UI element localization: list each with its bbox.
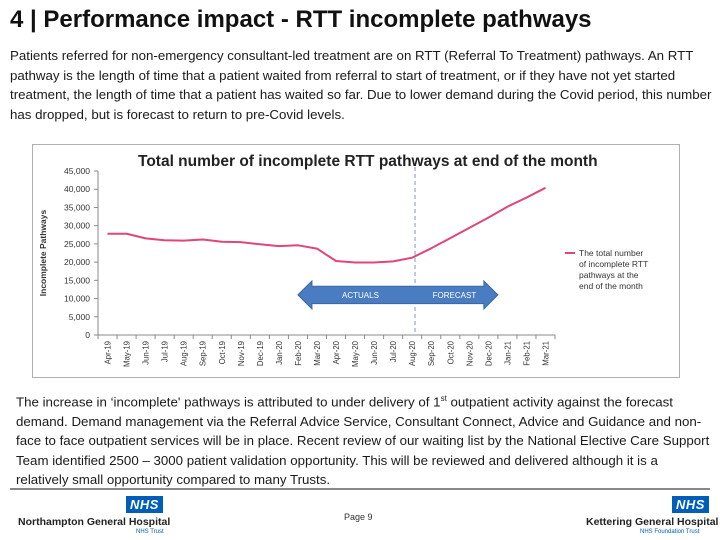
y-tick-label: 0 bbox=[85, 330, 90, 340]
y-tick-label: 25,000 bbox=[64, 238, 90, 249]
page-number: Page 9 bbox=[344, 512, 373, 522]
y-tick-label: 35,000 bbox=[64, 202, 90, 213]
y-tick-label: 15,000 bbox=[64, 275, 90, 286]
summary-text-1: The increase in ‘incomplete' pathways is attributed to under delivery of 1 bbox=[16, 394, 441, 410]
x-tick-label: Oct-20 bbox=[446, 341, 456, 365]
x-tick-label: Mar-21 bbox=[541, 341, 551, 366]
x-tick-label: Jan-20 bbox=[274, 341, 284, 365]
summary-paragraph bbox=[16, 389, 710, 490]
arrow-label-forecast: FORECAST bbox=[432, 290, 477, 300]
nhs-logo-left: NHS bbox=[126, 496, 163, 513]
intro-paragraph: Patients referred for non-emergency consultant-led treatment are on RTT (Referral To Treatment) pathways. An RTT pathway is the length of time that a patient waited from referral to start of treatment, or if they have not yet started treatment, the length of time that a patient has waited so far. Due to lower demand during the Covid period, this number has dropped, but is forecast to return to pre-Covid levels. bbox=[10, 48, 712, 122]
y-tick-label: 40,000 bbox=[64, 184, 90, 195]
x-tick-label: Sep-19 bbox=[198, 341, 208, 367]
x-tick-label: Dec-20 bbox=[484, 341, 494, 367]
y-tick-label: 20,000 bbox=[64, 257, 90, 268]
legend-label-line: end of the month bbox=[579, 281, 643, 291]
kgh-org-sub: NHS Foundation Trust bbox=[640, 529, 700, 535]
y-tick-label: 10,000 bbox=[64, 293, 90, 304]
x-tick-label: Jan-21 bbox=[503, 341, 513, 365]
kgh-org-name: Kettering General Hospital bbox=[586, 516, 719, 528]
summary-superscript: st bbox=[440, 394, 447, 403]
kgh-logo bbox=[560, 494, 719, 536]
x-tick-label: Feb-21 bbox=[522, 341, 532, 366]
x-tick-label: Apr-19 bbox=[103, 341, 113, 365]
arrow-label-actuals: ACTUALS bbox=[342, 290, 379, 300]
y-tick-label: 30,000 bbox=[64, 220, 90, 231]
legend-label-line: of incomplete RTT bbox=[579, 259, 649, 269]
series-line bbox=[108, 188, 546, 263]
ngh-logo bbox=[18, 494, 171, 536]
y-tick-label: 5,000 bbox=[68, 311, 90, 322]
legend-label-line: pathways at the bbox=[579, 270, 639, 280]
x-tick-label: Mar-20 bbox=[312, 341, 322, 366]
x-tick-label: Aug-20 bbox=[408, 341, 418, 367]
x-tick-label: Jul-20 bbox=[389, 341, 399, 363]
x-tick-label: Oct-19 bbox=[217, 341, 227, 365]
x-tick-label: Feb-20 bbox=[293, 341, 303, 366]
x-tick-label: Nov-19 bbox=[236, 341, 246, 367]
x-tick-label: Nov-20 bbox=[465, 341, 475, 367]
y-tick-label: 45,000 bbox=[64, 166, 90, 176]
x-tick-label: May-19 bbox=[122, 341, 132, 367]
y-axis-label: Incomplete Pathways bbox=[38, 209, 48, 297]
rtt-chart bbox=[32, 144, 680, 378]
x-tick-label: Jun-19 bbox=[141, 341, 151, 365]
footer-divider bbox=[10, 488, 710, 490]
chart-canvas bbox=[33, 145, 679, 377]
x-tick-label: Aug-19 bbox=[179, 341, 189, 367]
summary-text-2: outpatient activity against the forecast demand. Demand management via the Referral Advice Service, Consultant Connect, Advice and Guidance and non-face to face outpatient services will be in place. Recent review of our waiting list by the National Elective Care Support Team identified 2500 – 3000 patient validation opportunity. This will be reviewed and delivered although it is a relatively small opportunity compared to many Trusts. bbox=[16, 394, 710, 488]
nhs-logo-right: NHS bbox=[672, 496, 709, 513]
page-title: 4 | Performance impact - RTT incomplete pathways bbox=[10, 6, 592, 33]
x-tick-label: May-20 bbox=[351, 341, 361, 367]
ngh-org-name: Northampton General Hospital bbox=[18, 516, 171, 528]
x-tick-label: Sep-20 bbox=[427, 341, 437, 367]
chart-title: Total number of incomplete RTT pathways at end of the month bbox=[138, 153, 598, 170]
ngh-org-sub: NHS Trust bbox=[136, 529, 164, 535]
x-tick-label: Jul-19 bbox=[160, 341, 170, 363]
legend-label-line: The total number bbox=[579, 248, 644, 258]
x-tick-label: Jun-20 bbox=[370, 341, 380, 365]
x-tick-label: Dec-19 bbox=[255, 341, 265, 367]
x-tick-label: Apr-20 bbox=[332, 341, 342, 365]
